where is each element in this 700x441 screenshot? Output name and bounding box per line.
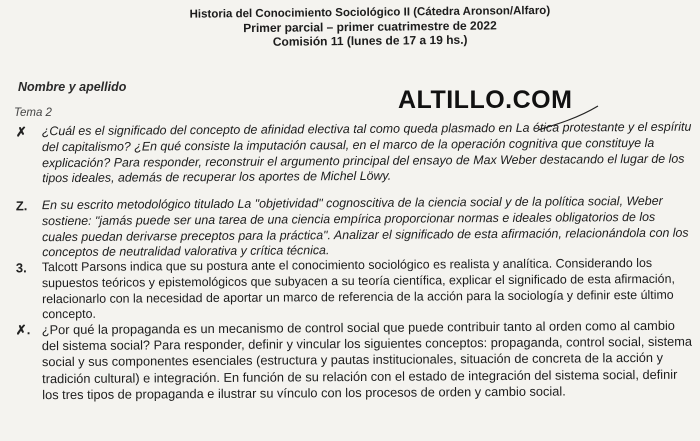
- watermark-logo: ALTILLO.COM: [398, 86, 573, 114]
- exam-header: [0, 2, 700, 51]
- course-title: Historia del Conocimiento Sociológico II (Cátedra Aronson/Alfaro): [189, 4, 551, 21]
- question-mark-3: 3.: [15, 260, 27, 276]
- name-label: Nombre y apellido: [18, 80, 127, 94]
- question-mark-4: ✗.: [15, 322, 31, 338]
- question-1: [16, 120, 694, 188]
- question-mark-2: Z.: [15, 198, 28, 214]
- exam-subtitle: Primer parcial – primer cuatrimestre de 2022: [243, 18, 497, 36]
- tema-label: Tema 2: [14, 107, 52, 119]
- question-4: [16, 318, 695, 404]
- question-mark-1: ✗: [15, 124, 27, 140]
- question-text-1: ¿Cuál es el significado del concepto de afinidad electiva tal como queda plasmado en La ética protestante y el espíritu del capitalismo? ¿En qué consiste la imputación causal, en el marco de la operación cognitiva que constituye la explicación? Para responder, reconstruir el argumento principal del ensayo de Max Weber destacando el lugar de los tipos ideales, además de recuperar los aportes de Michel Löwy.: [41, 119, 692, 186]
- question-text-3: Talcott Parsons indica que su postura ante el conocimiento sociológico es realista y analítica. Considerando los supuestos teóricos y epistemológicos que subyacen a su teoría científica, explicar el significado de esta afirmación, relacionarlo con la necesidad de aportar un marco de referencia de la acción para la sociología y definir este último concepto.: [41, 255, 675, 322]
- question-text-2: En su escrito metodológico titulado La "objetividad" cognoscitiva de la ciencia social y de la política social, Weber sostiene: "jamás puede ser una tarea de una ciencia empírica proporcionar normas e ideales obligatorios de los cuales puedan derivarse preceptos para la práctica". Analizar el significado de esta afirmación, relacionándola con los conceptos de neutralidad valorativa y crítica técnica.: [41, 193, 689, 260]
- commission-line: Comisión 11 (lunes de 17 a 19 hs.): [272, 32, 468, 49]
- question-3: [16, 256, 694, 324]
- question-text-4: ¿Por qué la propaganda es un mecanismo de control social que puede contribuir tanto al orden como al cambio del sistema social? Para responder, definir y vincular los siguientes conceptos: propaganda, control social, sistema social y sus componentes esenciales (estructura y pautas institucionales, situación de concreta de la acción y tradición cultural) e integración. En función de su relación con el estado de integración del sistema social, definir los tres tipos de propaganda e ilustrar su vínculo con los procesos de orden y cambio social.: [41, 317, 693, 402]
- question-2: [16, 194, 694, 262]
